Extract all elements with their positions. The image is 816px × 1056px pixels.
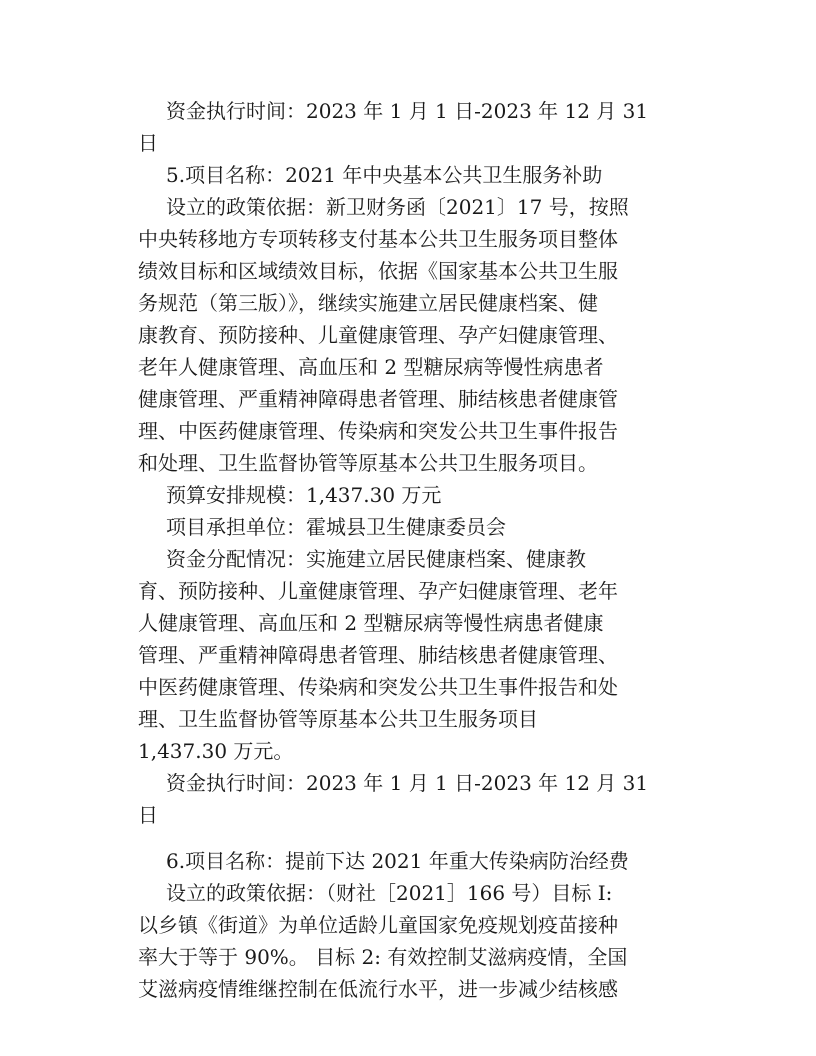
paragraph-project-5-budget	[138, 479, 686, 511]
text-line: 人健康管理、高血压和 2 型糖尿病等慢性病患者健康	[138, 611, 604, 635]
text-line: 老年人健康管理、高血压和 2 型糖尿病等慢性病患者	[138, 355, 604, 379]
text-line: 健康管理、严重精神障碍患者管理、肺结核患者健康管	[138, 387, 618, 411]
text-line: 设立的政策依据：（财社［2021］166 号）目标 I:	[166, 881, 613, 905]
section-heading: 5.项目名称：2021 年中央基本公共卫生服务补助	[166, 163, 603, 187]
text-line: 和处理、卫生监督协管等原基本公共卫生服务项目。	[138, 451, 598, 475]
text-line: 务规范（第三版）》，继续实施建立居民健康档案、健	[138, 291, 598, 315]
text-line: 设立的政策依据：新卫财务函〔2021〕17 号，按照	[166, 195, 629, 219]
paragraph-project-6-name	[138, 845, 686, 877]
paragraph-project-6-basis	[138, 877, 686, 1005]
text-line: 项目承担单位：霍城县卫生健康委员会	[166, 515, 506, 539]
text-line: 中央转移地方专项转移支付基本公共卫生服务项目整体	[138, 227, 618, 251]
text-line: 育、预防接种、儿童健康管理、孕产妇健康管理、老年	[138, 579, 618, 603]
text-line: 管理、严重精神障碍患者管理、肺结核患者健康管理、	[138, 643, 618, 667]
text-line: 率大于等于 90%。 目标 2: 有效控制艾滋病疫情，全国	[138, 945, 628, 969]
document-body	[138, 95, 686, 1005]
text-line: 以乡镇《街道》为单位适龄儿童国家免疫规划疫苗接种	[138, 913, 618, 937]
text-line: 资金执行时间：2023 年 1 月 1 日-2023 年 12 月 31	[166, 771, 649, 795]
text-line: 理、卫生监督协管等原基本公共卫生服务项目	[138, 707, 538, 731]
paragraph-exec-time-2	[138, 767, 686, 831]
text-line: 艾滋病疫情维继控制在低流行水平，进一步减少结核感	[138, 977, 618, 1001]
section-heading: 6.项目名称：提前下达 2021 年重大传染病防治经费	[166, 849, 629, 873]
text-line: 绩效目标和区域绩效目标，依据《国家基本公共卫生服	[138, 259, 618, 283]
text-line: 康教育、预防接种、儿童健康管理、孕产妇健康管理、	[138, 323, 618, 347]
text-line: 预算安排规模：1,437.30 万元	[166, 483, 442, 507]
paragraph-exec-time-1	[138, 95, 686, 159]
text-line: 1,437.30 万元。	[138, 739, 294, 763]
text-line: 日	[138, 131, 158, 155]
text-line: 资金分配情况：实施建立居民健康档案、健康教	[166, 547, 586, 571]
paragraph-project-5-basis	[138, 191, 686, 479]
paragraph-project-5-name	[138, 159, 686, 191]
text-line: 中医药健康管理、传染病和突发公共卫生事件报告和处	[138, 675, 618, 699]
text-line: 资金执行时间：2023 年 1 月 1 日-2023 年 12 月 31	[166, 99, 649, 123]
paragraph-project-5-unit	[138, 511, 686, 543]
text-line: 理、中医药健康管理、传染病和突发公共卫生事件报告	[138, 419, 618, 443]
text-line: 日	[138, 803, 158, 827]
paragraph-project-5-allocation	[138, 543, 686, 767]
